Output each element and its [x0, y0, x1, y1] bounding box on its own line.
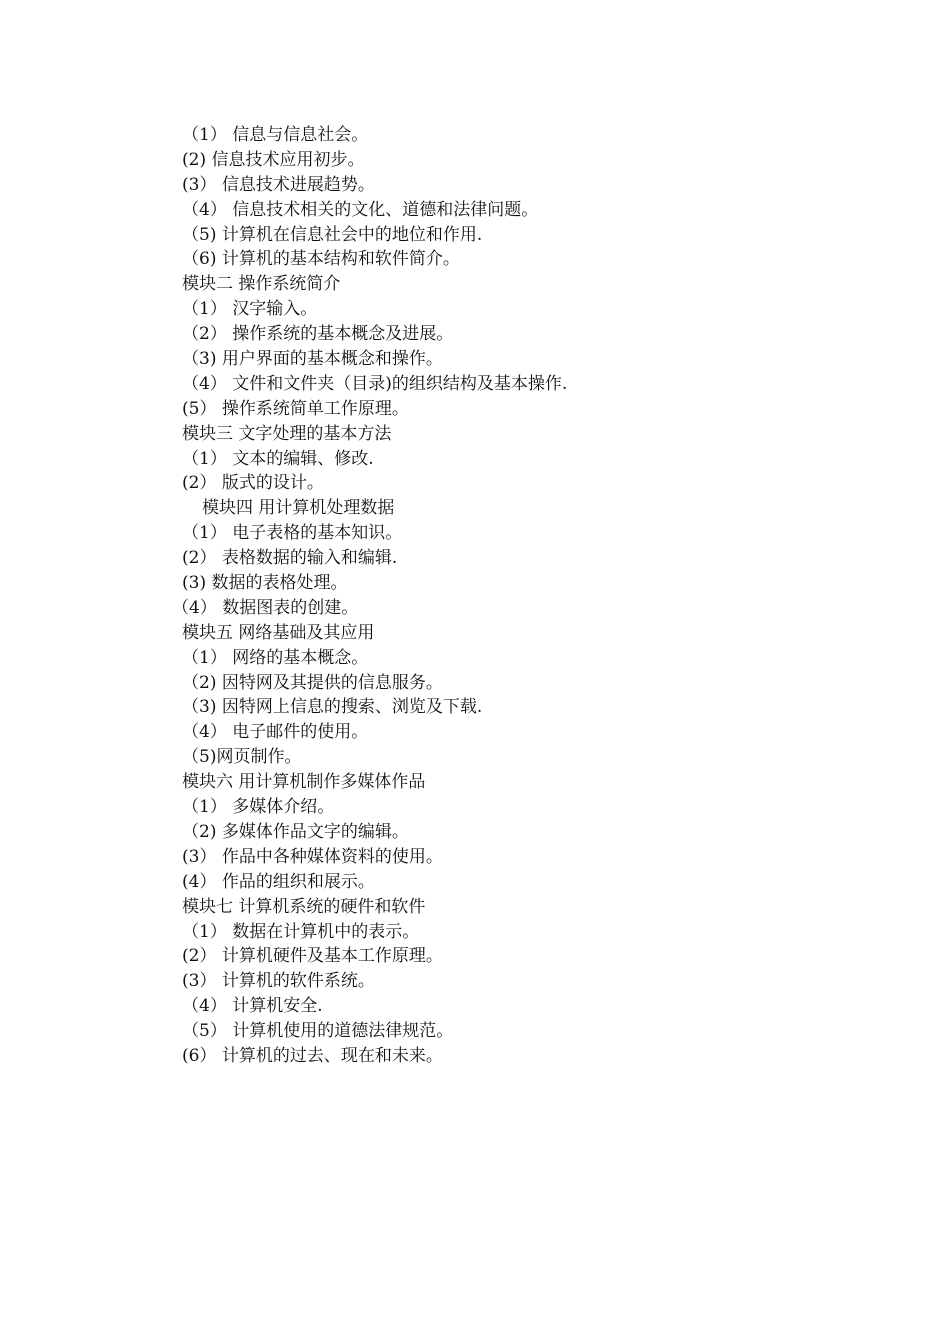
list-item: (2） 表格数据的输入和编辑.	[182, 548, 398, 569]
list-item: (3） 计算机的软件系统。	[182, 971, 375, 992]
list-item: （1） 电子表格的基本知识。	[182, 523, 403, 544]
list-item: （1） 信息与信息社会。	[182, 125, 369, 145]
list-item: （1） 网络的基本概念。	[182, 647, 369, 668]
list-item: (2) 信息技术应用初步。	[182, 149, 365, 170]
list-item: （5)网页制作。	[182, 747, 302, 768]
list-item: (3) 数据的表格处理。	[182, 573, 348, 594]
module-heading: 模块三 文字处理的基本方法	[182, 423, 392, 444]
list-item: （2） 操作系统的基本概念及进展。	[182, 324, 454, 345]
document-body	[0, 123, 950, 1069]
list-item: （1） 多媒体介绍。	[182, 797, 335, 818]
list-item: （4） 计算机安全.	[182, 996, 323, 1017]
module-heading: 模块二 操作系统简介	[182, 274, 341, 295]
list-item: (3） 信息技术进展趋势。	[182, 174, 375, 195]
list-item: (3） 作品中各种媒体资料的使用。	[182, 846, 443, 867]
list-item: （1） 数据在计算机中的表示。	[182, 921, 420, 942]
list-item: （2) 因特网及其提供的信息服务。	[182, 672, 443, 693]
list-item: （5） 计算机使用的道德法律规范。	[182, 1021, 454, 1042]
list-item: （1） 汉字输入。	[182, 299, 318, 320]
list-item: （4） 电子邮件的使用。	[182, 722, 369, 743]
list-item: （4） 信息技术相关的文化、道德和法律问题。	[182, 199, 539, 220]
list-item: （1） 文本的编辑、修改.	[182, 448, 374, 469]
module-heading: 模块六 用计算机制作多媒体作品	[182, 772, 426, 793]
module-heading: 模块七 计算机系统的硬件和软件	[182, 896, 426, 917]
module-heading: 模块四 用计算机处理数据	[202, 498, 395, 519]
list-item: (2） 版式的设计。	[182, 473, 324, 494]
list-item: (6） 计算机的过去、现在和未来。	[182, 1045, 443, 1066]
list-item: （6) 计算机的基本结构和软件简介。	[182, 249, 460, 270]
list-item: （4） 数据图表的创建。	[172, 597, 359, 618]
list-item: (4） 作品的组织和展示。	[182, 871, 375, 892]
list-item: （3) 因特网上信息的搜索、浏览及下载.	[182, 697, 483, 718]
list-item: （3) 用户界面的基本概念和操作。	[182, 349, 443, 370]
list-item: (2） 计算机硬件及基本工作原理。	[182, 946, 443, 967]
list-item: (5） 操作系统简单工作原理。	[182, 398, 409, 419]
list-item: （5) 计算机在信息社会中的地位和作用.	[182, 224, 483, 245]
module-heading: 模块五 网络基础及其应用	[182, 622, 375, 643]
list-item: （4） 文件和文件夹（目录)的组织结构及基本操作.	[182, 373, 568, 394]
list-item: （2) 多媒体作品文字的编辑。	[182, 821, 409, 842]
